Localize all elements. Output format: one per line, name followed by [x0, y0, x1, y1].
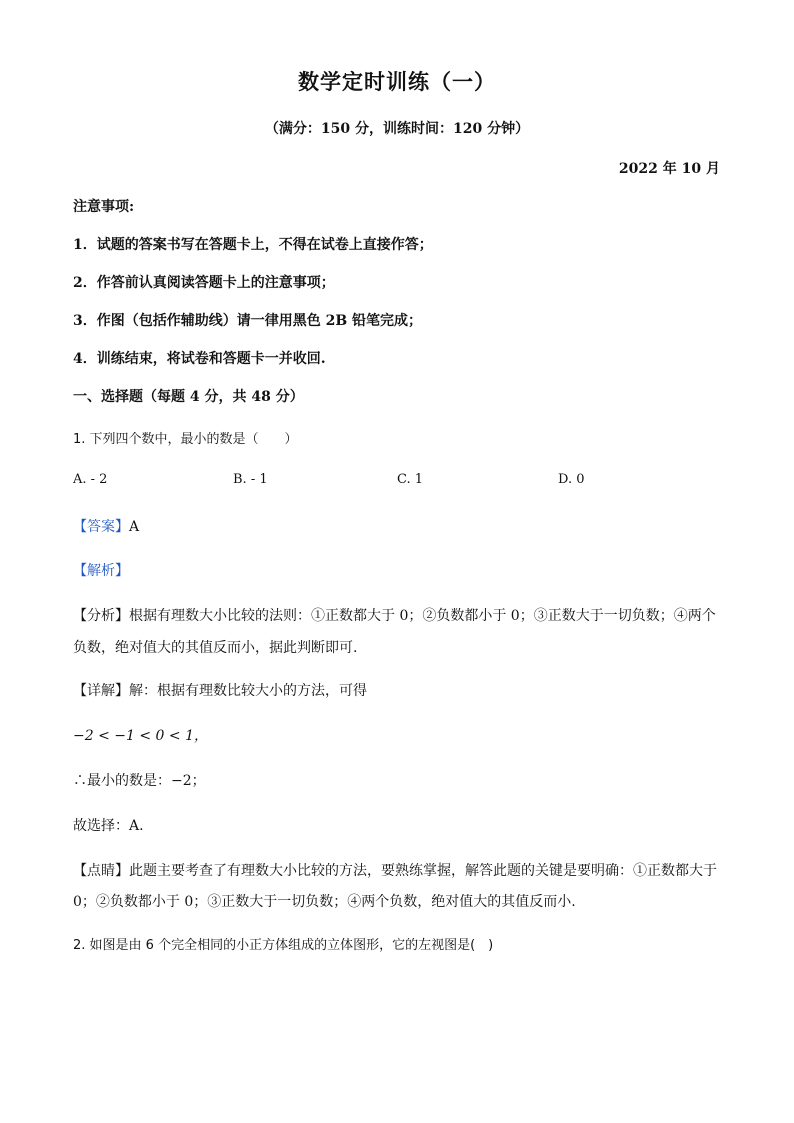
note-item-3: 3．作图（包括作辅助线）请一律用黑色 2B 铅笔完成；: [73, 313, 423, 329]
dianjing-line-2: 0；②负数都小于 0；③正数大于一切负数；④两个负数，绝对值大的其值反而小.: [73, 894, 576, 910]
question-2-stem: 2. 如图是由 6 个完全相同的小正方体组成的立体图形，它的左视图是( ): [73, 938, 494, 953]
page-title: 数学定时训练（一）: [298, 69, 496, 94]
xiangjie-tag: 【详解】: [73, 683, 129, 699]
dianjing-tag: 【点睛】: [73, 863, 129, 879]
fenxi-tag: 【分析】: [73, 608, 129, 624]
fenxi-line-1: [73, 605, 716, 625]
exam-subtitle: （满分：150 分，训练时间：120 分钟）: [264, 121, 530, 137]
fenxi-text-1: 根据有理数大小比较的法则：①正数都大于 0；②负数都小于 0；③正数大于一切负数；④两个: [129, 608, 716, 624]
exam-date: 2022 年 10 月: [618, 161, 720, 177]
note-item-4: 4．训练结束，将试卷和答题卡一并收回.: [73, 351, 326, 367]
note-item-1: 1．试题的答案书写在答题卡上，不得在试卷上直接作答；: [73, 237, 433, 253]
notes-heading: 注意事项:: [73, 199, 135, 215]
option-c: C. 1: [397, 472, 424, 487]
section-heading: 一、选择题（每题 4 分，共 48 分）: [73, 389, 304, 405]
inequality: −2 < −1 < 0 < 1，: [73, 728, 208, 744]
note-item-2: 2．作答前认真阅读答题卡上的注意事项；: [73, 275, 335, 291]
xiangjie-text: 解：根据有理数比较大小的方法，可得: [129, 683, 367, 699]
option-a: A. - 2: [73, 472, 108, 487]
dianjing-text-1: 此题主要考查了有理数大小比较的方法，要熟练掌握，解答此题的关键是要明确：①正数都大于: [129, 863, 717, 879]
question-1-stem: 1. 下列四个数中，最小的数是（ ）: [73, 432, 298, 447]
dianjing-line-1: [73, 860, 717, 880]
fenxi-line-2: 负数，绝对值大的其值反而小，据此判断即可.: [73, 640, 358, 656]
analysis-tag: 【解析】: [73, 563, 129, 579]
xiangjie-line: [73, 680, 367, 700]
choose-line: 故选择：A.: [73, 818, 144, 834]
option-b: B. - 1: [233, 472, 268, 487]
answer-tag: 【答案】: [73, 519, 129, 535]
answer-value: A: [129, 519, 140, 535]
option-d: D. 0: [558, 472, 585, 487]
answer-line: [73, 516, 139, 536]
conclusion: ∴最小的数是：−2；: [73, 773, 206, 789]
